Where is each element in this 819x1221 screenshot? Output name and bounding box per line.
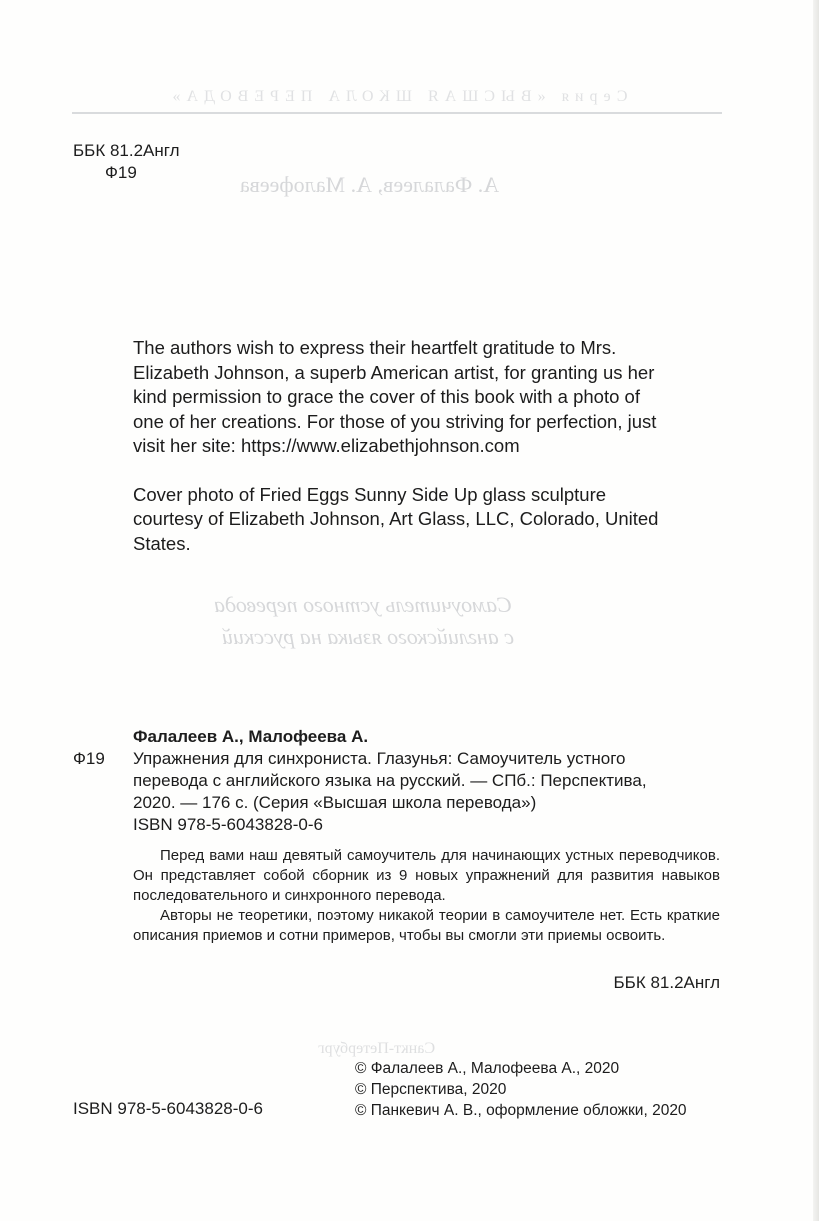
copyright-line: © Панкевич А. В., оформление обложки, 2020: [355, 1102, 687, 1119]
author-sign-code: Ф19: [105, 163, 137, 182]
cover-credit-paragraph: Cover photo of Fried Eggs Sunny Side Up glass sculpture courtesy of Elizabeth Johnson, Art Glass, LLC, Colorado, United States.: [133, 483, 659, 554]
catalog-line: Упражнения для синхрониста. Глазунья: Самоучитель устного: [133, 749, 626, 768]
catalog-isbn: ISBN 978-5-6043828-0-6: [133, 815, 323, 834]
catalog-authors: Фалалеев А., Малофеева А.: [133, 727, 369, 746]
show-through-authors: А. Фалалеев, А. Малофеева: [240, 172, 500, 197]
annotation-paragraph: Авторы не теоретики, поэтому никакой теории в самоучителе нет. Есть краткие описания приемов и сотни примеров, чтобы вы смогли эти приемы освоить.: [133, 907, 720, 944]
show-through-subtitle-line1: Самоучитель устного перевода: [214, 592, 512, 617]
catalog-code: Ф19: [73, 749, 105, 768]
bbk-classification-bottom: ББК 81.2Англ: [613, 973, 720, 992]
copyright-notices: [355, 1058, 687, 1121]
annotation-paragraph: Перед вами наш девятый самоучитель для начинающих устных переводчиков. Он представляет собой сборник из 9 новых упражнений для развития навыков последовательного и синхронного перевода.: [133, 847, 720, 904]
page-edge: [813, 0, 819, 1221]
annotation: [133, 846, 720, 946]
acknowledgement: [133, 336, 669, 556]
show-through-series: Серия «ВЫСШАЯ ШКОЛА ПЕРЕВОДА»: [166, 88, 628, 105]
catalog-line: перевода с английского языка на русский. — СПб.: Перспектива,: [133, 771, 647, 790]
copyright-line: © Фалалеев А., Малофеева А., 2020: [355, 1060, 620, 1077]
isbn: ISBN 978-5-6043828-0-6: [73, 1099, 263, 1118]
catalog-description: [133, 748, 720, 836]
copyright-line: © Перспектива, 2020: [355, 1081, 507, 1098]
show-through-rule: [72, 112, 722, 114]
show-through-subtitle-line2: с английского языка на русский: [222, 624, 515, 649]
acknowledgement-paragraph: The authors wish to express their heartfelt gratitude to Mrs. Elizabeth Johnson, a superb American artist, for granting us her kind permission to grace the cover of this book with a photo of one of her creations. For those of you striving for perfection, just visit her site: https://www.elizabethjohnson.com: [133, 337, 657, 456]
show-through-city: Санкт-Петербург: [318, 1040, 436, 1057]
bbk-classification: ББК 81.2Англ: [73, 141, 180, 160]
catalog-line: 2020. — 176 с. (Серия «Высшая школа перевода»): [133, 793, 537, 812]
